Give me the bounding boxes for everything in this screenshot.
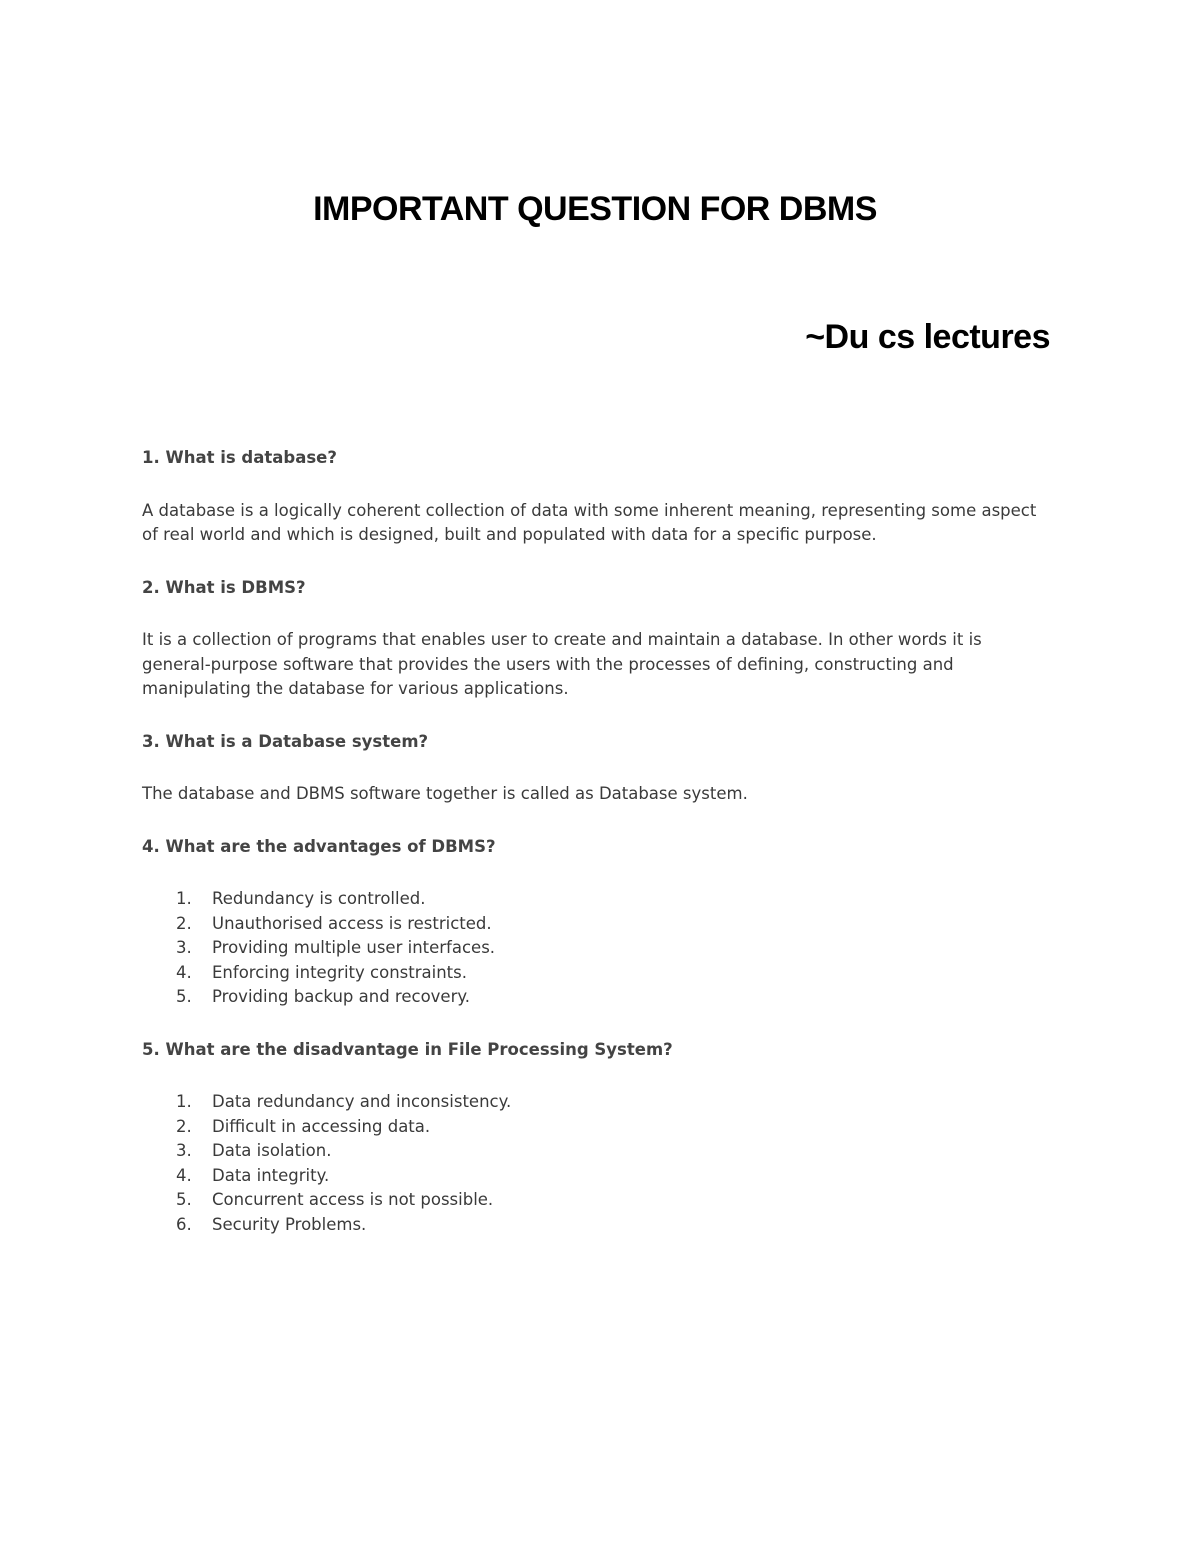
question-5: 5. What are the disadvantage in File Processing System? <box>142 1039 673 1059</box>
list-item-text: Difficult in accessing data. <box>212 1116 431 1136</box>
question-3: 3. What is a Database system? <box>142 731 429 751</box>
list-item <box>142 1090 1042 1115</box>
list-item <box>142 985 1042 1010</box>
list-item-text: Providing backup and recovery. <box>212 987 471 1006</box>
question-1: 1. What is database? <box>142 448 337 467</box>
answer-3: The database and DBMS software together is called as Database system. <box>142 784 748 803</box>
advantages-list <box>142 887 1042 1010</box>
list-item-text: Security Problems. <box>212 1214 367 1234</box>
list-item-number: 4. <box>176 962 192 982</box>
list-item-number: 1. <box>176 889 192 908</box>
list-item-text: Unauthorised access is restricted. <box>212 913 492 933</box>
list-item-number: 1. <box>176 1092 192 1111</box>
list-item-text: Enforcing integrity constraints. <box>212 962 467 982</box>
list-item-number: 3. <box>176 1141 192 1160</box>
author-byline: ~Du cs lectures <box>805 318 1050 356</box>
list-item-text: Redundancy is controlled. <box>212 889 426 908</box>
list-item-number: 2. <box>176 1116 192 1136</box>
list-item <box>142 887 1042 912</box>
list-item <box>142 1213 1042 1238</box>
list-item-text: Data isolation. <box>212 1141 332 1160</box>
list-item-number: 5. <box>176 987 192 1006</box>
list-item <box>142 1188 1042 1213</box>
list-item <box>142 1139 1042 1164</box>
list-item-number: 6. <box>176 1214 192 1234</box>
list-item-number: 5. <box>176 1190 192 1209</box>
list-item-text: Providing multiple user interfaces. <box>212 938 496 957</box>
page-title: IMPORTANT QUESTION FOR DBMS <box>313 190 877 228</box>
list-item <box>142 936 1042 961</box>
list-item-number: 2. <box>176 913 192 933</box>
question-4: 4. What are the advantages of DBMS? <box>142 836 496 856</box>
answer-1: A database is a logically coherent collection of data with some inherent meaning, representing some aspect of real world and which is designed, built and populated with data for a specific purpose. <box>142 500 1037 544</box>
list-item <box>142 961 1042 986</box>
list-item <box>142 1115 1042 1140</box>
list-item-text: Data redundancy and inconsistency. <box>212 1092 512 1111</box>
list-item <box>142 912 1042 937</box>
list-item-text: Data integrity. <box>212 1165 330 1185</box>
question-2: 2. What is DBMS? <box>142 577 306 597</box>
list-item-number: 4. <box>176 1165 192 1185</box>
list-item-number: 3. <box>176 938 192 957</box>
list-item-text: Concurrent access is not possible. <box>212 1190 494 1209</box>
list-item <box>142 1164 1042 1189</box>
disadvantages-list <box>142 1090 1042 1237</box>
document-body <box>142 446 1042 1265</box>
answer-2: It is a collection of programs that enables user to create and maintain a database. In other words it is general-purpose software that provides the users with the processes of defining, constructing and manipulating the database for various applications. <box>142 630 982 698</box>
